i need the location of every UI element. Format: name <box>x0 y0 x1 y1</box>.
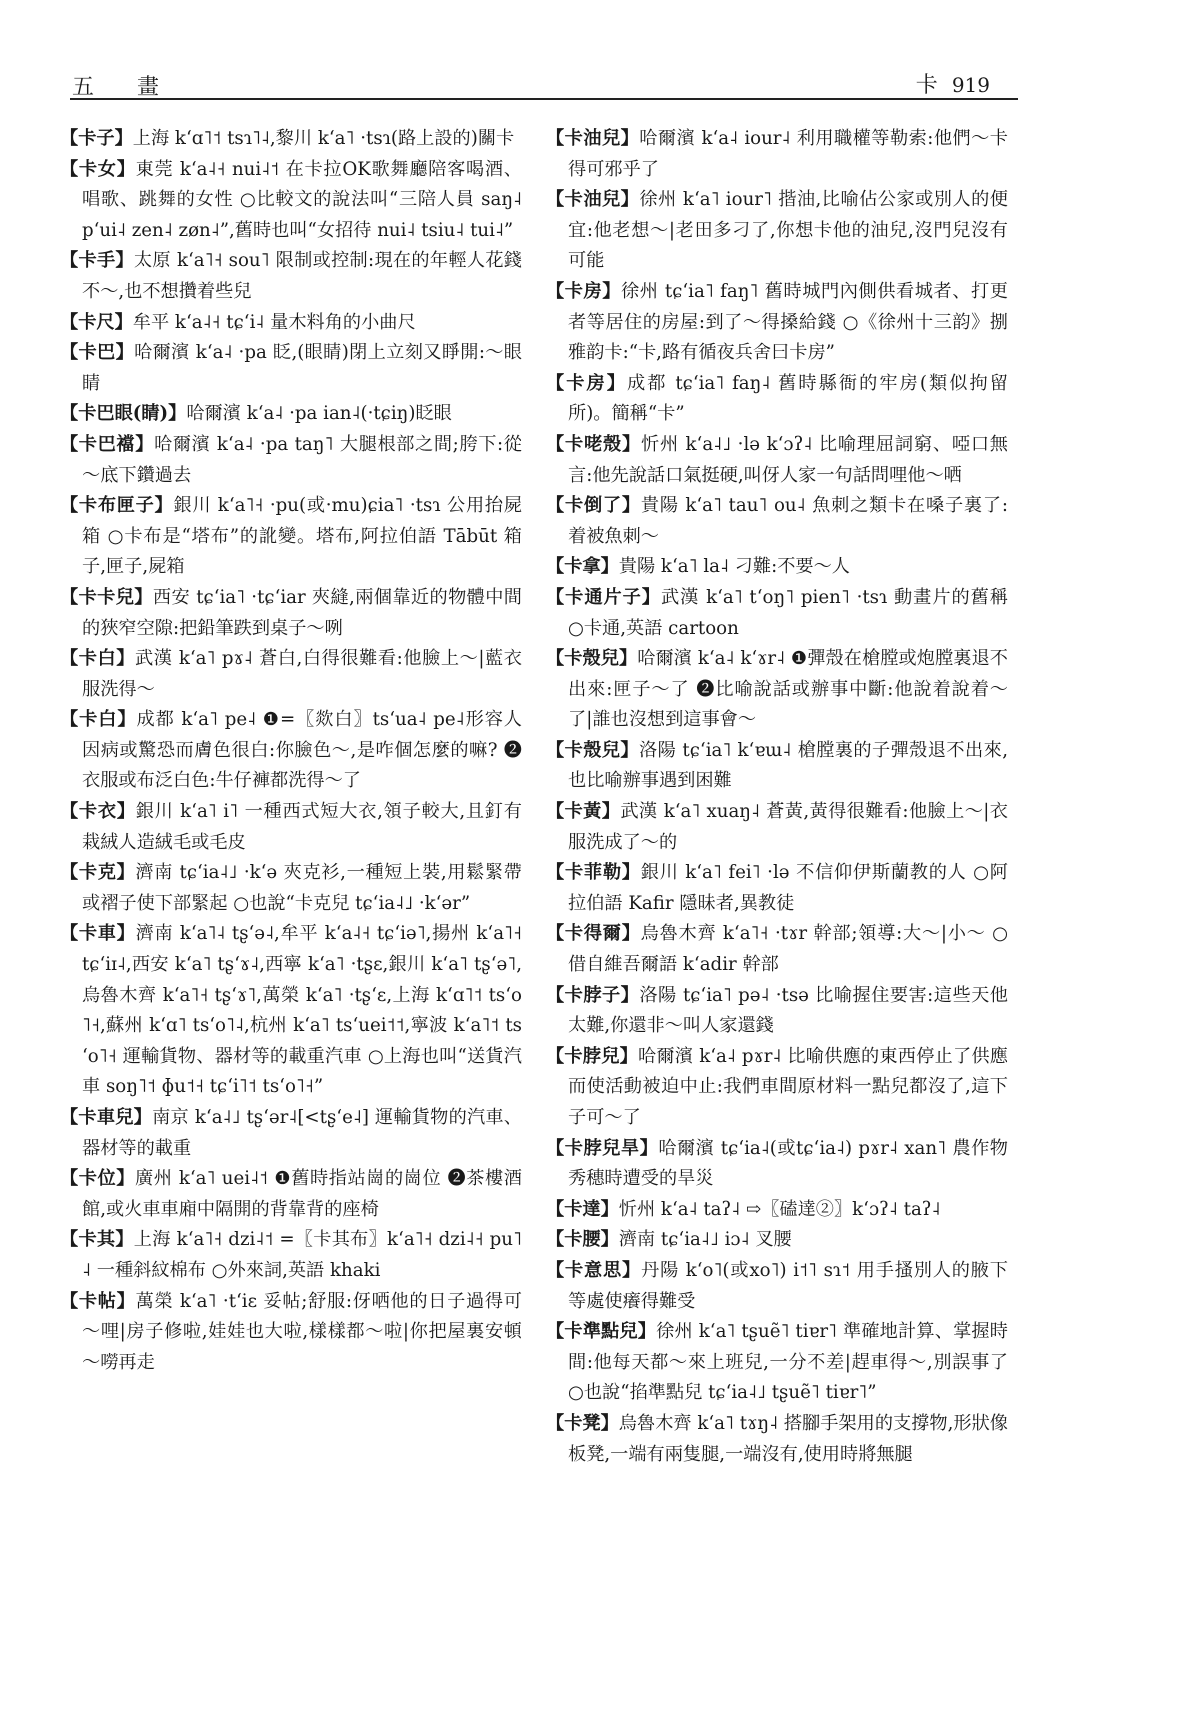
entry-definition: 忻州 kʻa˨ taʔ˨ ⇨〖磕達②〗kʻɔʔ˨ taʔ˨ <box>618 1198 941 1220</box>
entry-headword: 【卡車】 <box>60 923 136 945</box>
entry-headword: 【卡白】 <box>60 648 136 670</box>
entry-headword: 【卡咾殼】 <box>546 433 641 455</box>
dictionary-entry <box>60 124 522 155</box>
entry-headword: 【卡油兒】 <box>546 128 640 149</box>
dictionary-entry <box>546 858 1008 919</box>
entry-headword: 【卡房】 <box>546 280 622 302</box>
dictionary-entry <box>546 552 1008 583</box>
entry-definition: 哈爾濱 kʻa˨ ·pa 眨,(眼睛)閉上立刻又睜開:～眼睛 <box>82 342 522 394</box>
dictionary-entry <box>60 246 522 307</box>
dictionary-entry <box>60 1287 522 1379</box>
dictionary-entry <box>546 1195 1008 1226</box>
entry-definition: 銀川 kʻa˥ i˥ 一種西式短大衣,領子較大,且釘有栽絨人造絨毛或毛皮 <box>82 801 522 853</box>
entry-definition: 上海 kʻɑ˥˦ tsɿ˥˨,黎川 kʻa˥ ·tsɿ(路上設的)關卡 <box>132 128 515 149</box>
entry-headword: 【卡通片子】 <box>546 586 661 608</box>
dictionary-entry <box>60 797 522 858</box>
dictionary-entry <box>546 981 1008 1042</box>
dictionary-entry <box>546 1256 1008 1317</box>
page-number: 919 <box>951 73 990 97</box>
dictionary-entry <box>546 583 1008 644</box>
dictionary-entry <box>546 1134 1008 1195</box>
dictionary-entry <box>546 277 1008 369</box>
page-heading <box>916 68 990 99</box>
entry-definition: 徐州 kʻa˥ tʂuẽ˥ tiɐr˥ 準確地計算、掌握時間:他每天都～來上班兒,一分不差|趕車得～,別誤事了 ○也說“掐準點兒 tɕʻia˨˩ tʂuẽ˥ tiɐr˥” <box>568 1321 1008 1404</box>
dictionary-entry <box>546 430 1008 491</box>
entry-headword: 【卡布匣子】 <box>60 495 174 517</box>
entry-headword: 【卡油兒】 <box>546 189 640 211</box>
dictionary-entry <box>60 338 522 399</box>
entry-definition: 萬榮 kʻa˥ ·tʻiɛ 妥帖;舒服:伢哂他的日子過得可～哩|房子修啦,娃娃也大啦,樣樣都～啦|你把屋裏安頓～嘮再走 <box>82 1290 522 1373</box>
entry-definition: 武漢 kʻa˥ tʻoŋ˥ pien˥ ·tsɿ 動畫片的舊稱 ○卡通,英語 cartoon <box>568 586 1008 639</box>
entry-headword: 【卡菲勒】 <box>546 862 641 884</box>
dictionary-entry <box>546 1317 1008 1409</box>
dictionary-entry <box>546 644 1008 736</box>
entry-definition: 丹陽 kʻo˥(或xo˥) i˦˥ sɿ˦ 用手搔別人的腋下等處使癢得難受 <box>568 1259 1008 1312</box>
entry-definition: 牟平 kʻa˨˧ tɕʻi˨ 量木料角的小曲尺 <box>132 311 416 333</box>
entry-definition: 太原 kʻa˥˧ sou˥ 限制或控制:現在的年輕人花錢不～,也不想攢着些兒 <box>82 250 522 302</box>
entry-headword: 【卡殼兒】 <box>546 648 638 670</box>
dictionary-entry <box>546 919 1008 980</box>
entry-definition: 貴陽 kʻa˥ tau˥ ou˨ 魚刺之類卡在嗓子裏了:着被魚刺～ <box>568 495 1008 547</box>
entry-headword: 【卡其】 <box>60 1229 134 1251</box>
entry-definition: 忻州 kʻa˨˩ ·lə kʻɔʔ˨ 比喻理屈詞窮、啞口無言:他先說話口氣挺硬,叫伢人家一句話問哩他～哂 <box>568 433 1008 486</box>
entry-headword: 【卡腰】 <box>546 1229 619 1251</box>
entry-headword: 【卡黃】 <box>546 801 621 823</box>
dictionary-entry <box>546 369 1008 430</box>
dictionary-entry <box>546 491 1008 552</box>
dictionary-entry <box>60 308 522 339</box>
entry-headword: 【卡子】 <box>60 128 133 149</box>
dictionary-entry <box>60 919 522 1103</box>
dictionary-entry <box>60 705 522 797</box>
entry-headword: 【卡殼兒】 <box>546 739 640 761</box>
dictionary-entry <box>546 1225 1008 1256</box>
entry-definition: 濟南 tɕʻia˨˩ ·kʻə 夾克衫,一種短上裝,用鬆緊帶或褶子使下部緊起 ○也說“卡克兒 tɕʻia˨˩ ·kʻər” <box>82 862 522 914</box>
dictionary-entry <box>60 1164 522 1225</box>
entry-headword: 【卡達】 <box>546 1198 619 1220</box>
entry-headword: 【卡位】 <box>60 1168 135 1190</box>
dictionary-entry <box>60 399 522 430</box>
entry-definition: 哈爾濱 kʻa˨ pɤr˨ 比喻供應的東西停止了供應而使活動被迫中止:我們車間原材料一點兒都沒了,這下子可～了 <box>568 1045 1008 1128</box>
entry-headword: 【卡脖兒旱】 <box>546 1137 659 1159</box>
dictionary-entry <box>60 1225 522 1286</box>
entry-headword: 【卡脖兒】 <box>546 1045 639 1067</box>
entry-headword: 【卡巴襠】 <box>60 433 155 455</box>
entry-headword: 【卡巴眼(睛)】 <box>60 403 187 425</box>
right-column <box>546 124 1008 1534</box>
entry-definition: 哈爾濱 kʻa˨ iour˨ 利用職權等勒索:他們～卡得可邪乎了 <box>568 128 1008 180</box>
entry-definition: 貴陽 kʻa˥ la˨ 刁難:不要～人 <box>618 556 850 578</box>
entry-definition: 銀川 kʻa˥˧ ·pu(或·mu)ɕia˥ ·tsɿ 公用抬屍箱 ○卡布是“塔布”的訛變。塔布,阿拉伯語 Tābūt 箱子,匣子,屍箱 <box>82 495 522 578</box>
dictionary-entry <box>546 797 1008 858</box>
dictionary-entry <box>60 430 522 491</box>
entry-headword: 【卡凳】 <box>546 1412 619 1434</box>
entry-definition: 濟南 kʻa˥˨ tʂʻə˨,牟平 kʻa˨˧ tɕʻiə˥,揚州 kʻa˥˧ tɕʻiɪ˨,西安 kʻa˥ tʂʻɤ˨,西寧 kʻa˥ ·tʂɛ,銀川 kʻa˥ tʂʻə˥,烏魯木齊 kʻa˥˧ tʂʻɤ˥,萬榮 kʻa˥ ·tʂʻɛ,上海 kʻɑ˥˦ tsʻo˥˧,蘇州 kʻɑ˥ tsʻo˥˨,杭州 kʻa˥ tsʻuei˦˦,寧波 kʻa˥˦ tsʻo˥˧ 運輸貨物、器材等的載重汽車 ○上海也叫“送貨汽車 soŋ˥˦ ɸu˦˧ tɕʻi˥˦ tsʻo˥˧” <box>82 923 522 1098</box>
entry-definition: 濟南 tɕʻia˨˩ iɔ˨ 叉腰 <box>618 1229 792 1251</box>
dictionary-entry <box>60 155 522 247</box>
entry-headword: 【卡房】 <box>546 372 627 394</box>
left-column <box>60 124 522 1534</box>
entry-headword: 【卡手】 <box>60 250 134 272</box>
entry-definition: 洛陽 tɕʻia˥ pə˨ ·tsə 比喻握住要害:這些天他太難,你還非～叫人家還錢 <box>568 984 1008 1037</box>
dictionary-entry <box>60 583 522 644</box>
entry-headword: 【卡倒了】 <box>546 495 641 517</box>
entry-headword: 【卡克】 <box>60 862 136 884</box>
page-header <box>70 64 1018 100</box>
dictionary-entry <box>546 736 1008 797</box>
entry-headword: 【卡卡兒】 <box>60 586 153 608</box>
entry-headword: 【卡拿】 <box>546 556 619 578</box>
entry-headword: 【卡準點兒】 <box>546 1321 657 1343</box>
entry-definition: 成都 tɕʻia˥ faŋ˨ 舊時縣衙的牢房(類似拘留所)。簡稱“卡” <box>568 372 1008 425</box>
entry-definition: 徐州 tɕʻia˥ faŋ˥ 舊時城門內側供看城者、打更者等居住的房屋:到了～得搡給錢 ○《徐州十三韵》捌雅韵卡:“卡,路有循夜兵舍曰卡房” <box>568 280 1008 364</box>
section-title: 五 畫 <box>72 75 177 100</box>
entry-definition: 武漢 kʻa˥ pɤ˨ 蒼白,白得很難看:他臉上～|藍衣服洗得～ <box>82 648 522 700</box>
entry-definition: 武漢 kʻa˥ xuaŋ˨ 蒼黃,黃得很難看:他臉上～|衣服洗成了～的 <box>568 801 1008 853</box>
entry-headword: 【卡意思】 <box>546 1259 642 1281</box>
entry-definition: 哈爾濱 kʻa˨ ·pa ian˨(·tɕiŋ)眨眼 <box>186 403 452 425</box>
dictionary-entry <box>546 124 1008 185</box>
dictionary-entry <box>60 1103 522 1164</box>
entry-headword: 【卡車兒】 <box>60 1107 153 1128</box>
entry-headword: 【卡得爾】 <box>546 923 641 945</box>
dictionary-entry <box>546 1409 1008 1470</box>
entry-definition: 洛陽 tɕʻia˥ kʻɐɯ˨ 槍膛裏的子彈殼退不出來,也比喻辦事遇到困難 <box>568 739 1008 792</box>
dictionary-entry <box>60 491 522 583</box>
dictionary-entry <box>546 185 1008 277</box>
entry-definition: 廣州 kʻa˥ uei˨˦ ❶舊時指站崗的崗位 ❷茶樓酒館,或火車車廂中隔開的背靠背的座椅 <box>82 1168 522 1220</box>
entry-definition: 徐州 kʻa˥ iour˥ 揩油,比喻佔公家或別人的便宜:他老想～|老田多刁了,你想卡他的油兒,沒門兒沒有可能 <box>568 189 1008 272</box>
entry-definition: 東莞 kʻa˨˧ nui˨˦ 在卡拉OK歌舞廳陪客喝酒、唱歌、跳舞的女性 ○比較文的說法叫“三陪人員 saŋ˨ pʻui˨ zen˨ zøn˨”,舊時也叫“女招待 nui˨ tsiu˨ tui˨” <box>82 158 522 241</box>
entry-definition: 成都 kʻa˥ pe˨ ❶=〖欻白〗tsʻua˨ pe˨形容人因病或驚恐而膚色很白:你臉色～,是咋個怎麼的嘛? ❷衣服或布泛白色:牛仔褲都洗得～了 <box>82 709 522 792</box>
entry-headword: 【卡女】 <box>60 158 136 180</box>
dictionary-entry <box>60 858 522 919</box>
entry-definition: 銀川 kʻa˥ fei˥ ·lə 不信仰伊斯蘭教的人 ○阿拉伯語 Kafir 隱昧者,異教徒 <box>568 862 1008 914</box>
entry-headword: 【卡白】 <box>60 709 137 731</box>
dictionary-entry <box>60 644 522 705</box>
entry-headword: 【卡脖子】 <box>546 984 640 1006</box>
entry-definition: 哈爾濱 kʻa˨ kʻɤr˨ ❶彈殼在槍膛或炮膛裏退不出來:匣子～了 ❷比喻說話或辦事中斷:他說着說着～了|誰也沒想到這事會～ <box>568 648 1008 731</box>
head-character: 卡 <box>915 73 938 98</box>
entry-headword: 【卡尺】 <box>60 311 133 333</box>
dictionary-entry <box>546 1042 1008 1134</box>
entry-definition: 上海 kʻa˥˧ dzi˨˦ =〖卡其布〗kʻa˥˧ dzi˨˧ pu˥˨ 一種斜紋棉布 ○外來詞,英語 khaki <box>82 1229 522 1281</box>
entry-headword: 【卡帖】 <box>60 1290 136 1312</box>
entry-definition: 哈爾濱 tɕʻia˨(或tɕʻia˨) pɤr˨ xan˥ 農作物秀穗時遭受的旱災 <box>568 1137 1008 1190</box>
entry-definition: 烏魯木齊 kʻa˥˧ ·tɤr 幹部;領導:大～|小～ ○借自維吾爾語 kʻadir 幹部 <box>568 923 1008 976</box>
entry-definition: 烏魯木齊 kʻa˥ tɤŋ˨ 搭腳手架用的支撐物,形狀像板凳,一端有兩隻腿,一端沒有,使用時將無腿 <box>568 1412 1008 1465</box>
entry-headword: 【卡巴】 <box>60 342 135 364</box>
entry-definition: 南京 kʻa˨˩ tʂʻər˨[<tʂʻe˨] 運輸貨物的汽車、器材等的載重 <box>82 1107 522 1159</box>
entry-definition: 哈爾濱 kʻa˨ ·pa taŋ˥ 大腿根部之間;胯下:從～底下鑽過去 <box>82 433 522 486</box>
entry-definition: 西安 tɕʻia˥ ·tɕʻiar 夾縫,兩個靠近的物體中間的狹窄空隙:把鉛筆跌到桌子～咧 <box>82 586 522 639</box>
entry-headword: 【卡衣】 <box>60 801 136 823</box>
